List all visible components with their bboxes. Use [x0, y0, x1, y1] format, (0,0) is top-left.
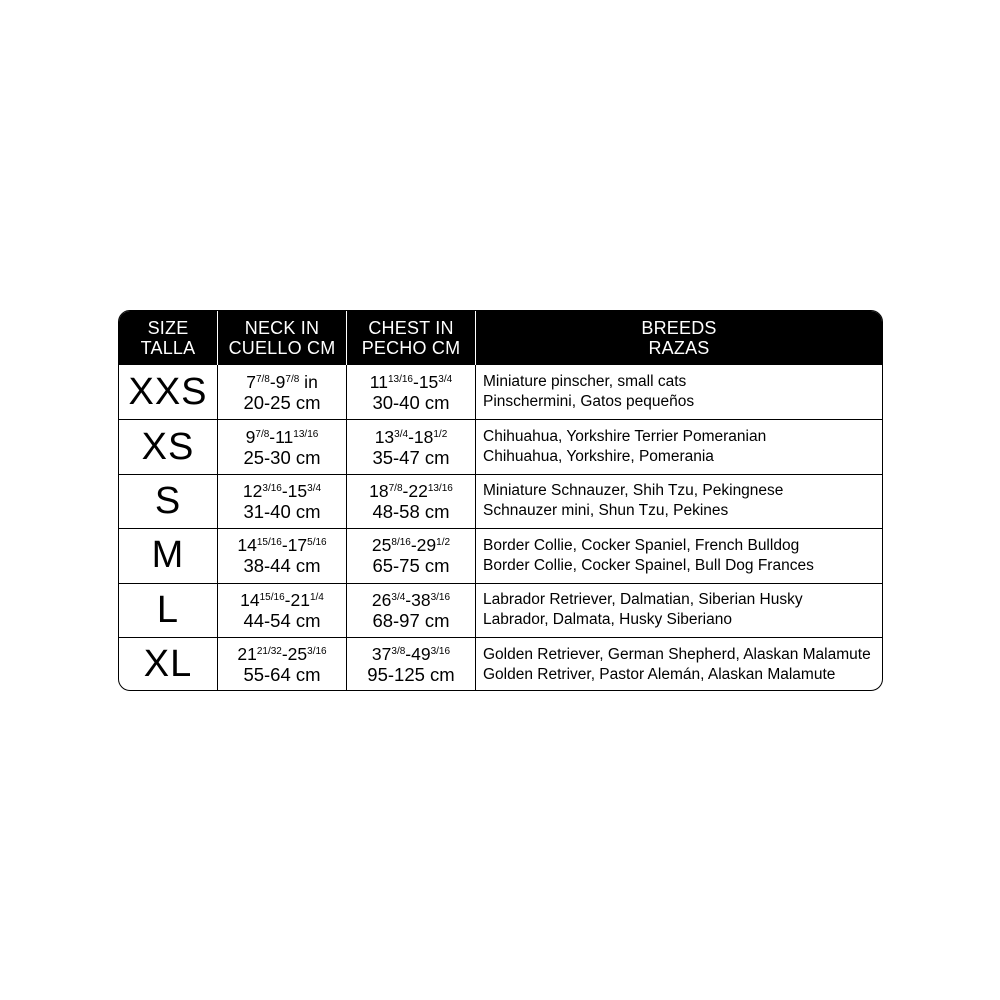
- neck-cm: 55-64 cm: [243, 664, 321, 686]
- size-label: L: [156, 588, 180, 631]
- header-chest: [346, 311, 475, 365]
- fraction-superscript: 7/8: [388, 482, 403, 494]
- chest-inches: [372, 644, 450, 664]
- measurement-part: 21: [237, 644, 257, 665]
- header-breeds-es: RAZAS: [648, 338, 710, 358]
- header-size-en: SIZE: [147, 318, 189, 338]
- breeds-english: Border Collie, Cocker Spaniel, French Bulldog: [483, 536, 800, 554]
- table-row: [119, 419, 882, 473]
- header-chest-es: PECHO CM: [361, 338, 461, 358]
- table-header-row: [119, 311, 882, 365]
- measurement-part: 26: [371, 589, 392, 610]
- size-label: M: [151, 534, 185, 577]
- fraction-superscript: 3/4: [438, 373, 453, 385]
- table-body: [119, 365, 882, 691]
- breeds-cell: [475, 638, 882, 691]
- breeds-english: Miniature Schnauzer, Shih Tzu, Pekingnese: [483, 482, 784, 500]
- measurement-part: 12: [242, 480, 263, 501]
- neck-cell: [217, 584, 346, 637]
- fraction-superscript: 13/16: [293, 428, 319, 440]
- size-label: XXS: [128, 370, 208, 413]
- fraction-superscript: 1/2: [436, 537, 451, 549]
- measurement-part: -18: [408, 426, 434, 447]
- measurement-part: 18: [369, 480, 389, 501]
- fraction-superscript: 3/4: [391, 591, 406, 603]
- fraction-superscript: 3/16: [430, 646, 451, 658]
- neck-inches: [243, 481, 321, 501]
- breeds-english: Chihuahua, Yorkshire Terrier Pomeranian: [483, 428, 767, 446]
- fraction-superscript: 3/8: [391, 646, 406, 658]
- header-size-es: TALLA: [140, 338, 196, 358]
- neck-cell: [217, 475, 346, 528]
- header-breeds-en: BREEDS: [641, 318, 717, 338]
- fraction-superscript: 7/8: [255, 373, 270, 385]
- neck-cell: [217, 420, 346, 473]
- chest-cell: [346, 584, 475, 637]
- table-row: [119, 528, 882, 582]
- breeds-spanish: Chihuahua, Yorkshire, Pomerania: [483, 448, 714, 466]
- size-cell: [119, 529, 217, 582]
- neck-cm: 25-30 cm: [243, 446, 321, 468]
- breeds-cell: [475, 475, 882, 528]
- neck-cm: 38-44 cm: [243, 555, 321, 577]
- chest-cm: 95-125 cm: [367, 664, 455, 686]
- fraction-superscript: 13/16: [427, 482, 453, 494]
- measurement-part: -29: [410, 535, 437, 556]
- measurement-part: -22: [402, 480, 428, 501]
- fraction-superscript: 13/16: [387, 373, 413, 385]
- table-row: [119, 583, 882, 637]
- measurement-part: -49: [405, 644, 431, 665]
- measurement-part: 25: [371, 535, 392, 556]
- header-neck-es: CUELLO CM: [228, 338, 336, 358]
- size-cell: [119, 638, 217, 691]
- header-breeds: [475, 311, 882, 365]
- header-size: [119, 311, 217, 365]
- size-label: XS: [141, 425, 195, 468]
- chest-inches: [372, 590, 450, 610]
- chest-cm: 68-97 cm: [372, 609, 450, 631]
- measurement-part: 13: [374, 426, 395, 447]
- measurement-part: 14: [237, 535, 257, 556]
- chest-inches: [369, 481, 453, 501]
- neck-cm: 31-40 cm: [243, 500, 321, 522]
- fraction-superscript: 21/32: [256, 646, 282, 658]
- header-neck-en: NECK IN: [244, 318, 320, 338]
- measurement-part: -17: [281, 535, 308, 556]
- fraction-superscript: 15/16: [259, 591, 285, 603]
- breeds-english: Miniature pinscher, small cats: [483, 373, 687, 391]
- neck-cm: 44-54 cm: [243, 609, 321, 631]
- neck-cell: [217, 638, 346, 691]
- chest-inches: [375, 427, 448, 447]
- neck-inches: [237, 644, 326, 664]
- fraction-superscript: 3/16: [262, 482, 282, 494]
- chest-cell: [346, 529, 475, 582]
- size-cell: [119, 420, 217, 473]
- fraction-superscript: 1/2: [433, 428, 448, 440]
- table-row: [119, 474, 882, 528]
- size-cell: [119, 584, 217, 637]
- chest-inches: [372, 535, 450, 555]
- size-label: XL: [143, 643, 193, 686]
- breeds-english: Labrador Retriever, Dalmatian, Siberian Husky: [483, 591, 803, 609]
- chest-cm: 48-58 cm: [372, 500, 450, 522]
- fraction-superscript: 3/4: [394, 428, 409, 440]
- fraction-superscript: 1/4: [309, 591, 324, 603]
- measurement-part: 14: [240, 589, 260, 610]
- breeds-spanish: Golden Retriver, Pastor Alemán, Alaskan Malamute: [483, 665, 836, 683]
- chest-cell: [346, 475, 475, 528]
- neck-inches: [237, 535, 326, 555]
- neck-cell: [217, 365, 346, 419]
- fraction-superscript: 7/8: [285, 373, 300, 385]
- measurement-part: -11: [269, 426, 294, 447]
- breeds-spanish: Labrador, Dalmata, Husky Siberiano: [483, 611, 732, 629]
- breeds-cell: [475, 365, 882, 419]
- fraction-superscript: 3/16: [307, 646, 327, 658]
- measurement-part: -25: [281, 644, 308, 665]
- breeds-cell: [475, 529, 882, 582]
- fraction-superscript: 7/8: [255, 428, 270, 440]
- fraction-superscript: 8/16: [391, 537, 411, 549]
- breeds-spanish: Border Collie, Cocker Spainel, Bull Dog Frances: [483, 556, 814, 574]
- chest-cell: [346, 420, 475, 473]
- chest-cm: 30-40 cm: [372, 391, 450, 413]
- measurement-part: -15: [281, 480, 308, 501]
- chest-inches: [370, 372, 452, 392]
- chest-cell: [346, 638, 475, 691]
- neck-inches: [246, 427, 319, 447]
- measurement-part: -21: [284, 589, 310, 610]
- chest-cm: 65-75 cm: [372, 555, 450, 577]
- neck-inches: [246, 372, 318, 392]
- breeds-cell: [475, 420, 882, 473]
- neck-cm: 20-25 cm: [243, 391, 321, 413]
- size-chart-table: [118, 310, 883, 691]
- table-row: [119, 365, 882, 419]
- size-cell: [119, 365, 217, 419]
- breeds-cell: [475, 584, 882, 637]
- neck-inches: [240, 590, 324, 610]
- measurement-part: 9: [245, 426, 256, 447]
- measurement-part: 11: [369, 371, 388, 392]
- fraction-superscript: 3/16: [430, 591, 451, 603]
- measurement-part: 7: [246, 371, 256, 392]
- fraction-superscript: 3/4: [307, 482, 322, 494]
- neck-cell: [217, 529, 346, 582]
- table-row: [119, 637, 882, 691]
- chest-cm: 35-47 cm: [372, 446, 450, 468]
- measurement-part: -9: [269, 371, 286, 392]
- size-label: S: [154, 479, 182, 522]
- measurement-part: 37: [371, 644, 392, 665]
- chest-cell: [346, 365, 475, 419]
- fraction-superscript: 15/16: [256, 537, 282, 549]
- breeds-spanish: Pinschermini, Gatos pequeños: [483, 393, 695, 411]
- breeds-spanish: Schnauzer mini, Shun Tzu, Pekines: [483, 502, 729, 520]
- header-chest-en: CHEST IN: [368, 318, 454, 338]
- breeds-english: Golden Retriever, German Shepherd, Alaskan Malamute: [483, 645, 871, 663]
- measurement-part: -38: [405, 589, 431, 610]
- measurement-part: in: [299, 371, 318, 392]
- measurement-part: -15: [413, 371, 439, 392]
- header-neck: [217, 311, 346, 365]
- size-cell: [119, 475, 217, 528]
- fraction-superscript: 5/16: [307, 537, 327, 549]
